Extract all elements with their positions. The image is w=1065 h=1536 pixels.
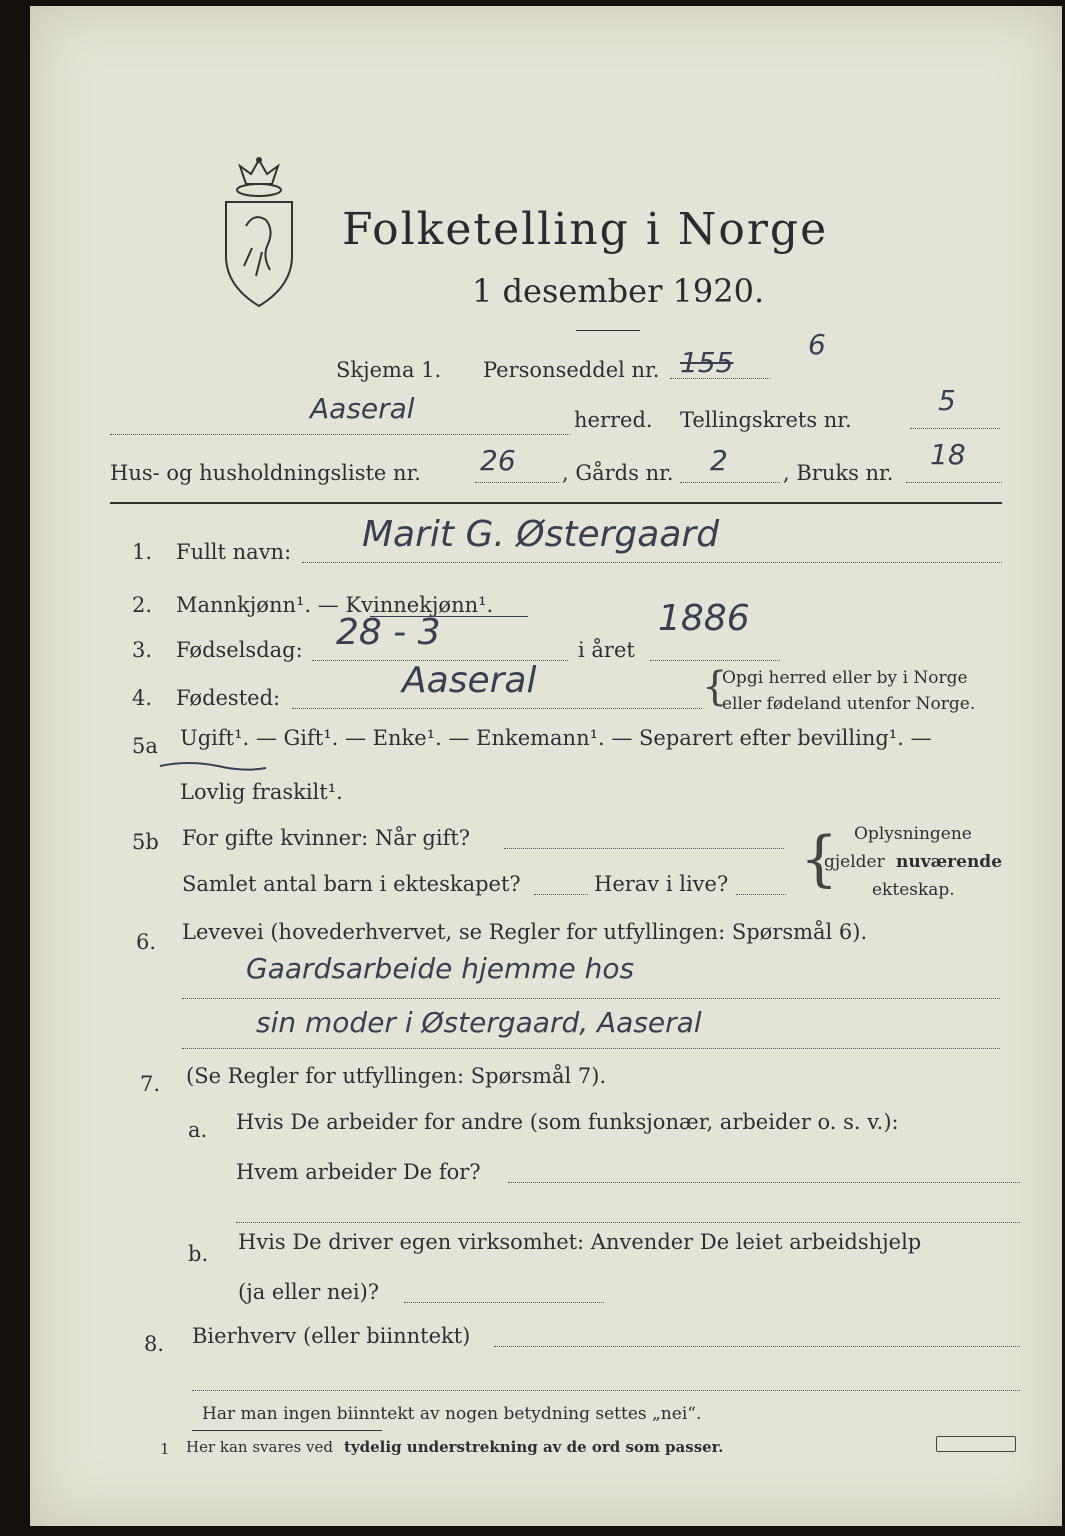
q5b-note-line1: Oplysningene (854, 824, 972, 844)
q7a-line1: Hvis De arbeider for andre (som funksjonær, arbeider o. s. v.): (236, 1110, 899, 1134)
q7a-line (508, 1182, 1020, 1183)
footnote-divider (192, 1430, 382, 1431)
q4-line (292, 708, 702, 709)
gards-label: , Gårds nr. (562, 461, 674, 485)
q6-line2 (182, 1048, 1000, 1049)
q7a-line2: Hvem arbeider De for? (236, 1160, 481, 1184)
q5a-marital-options: Ugift¹. — Gift¹. — Enke¹. — Enkemann¹. — Separert efter bevilling¹. — (180, 726, 932, 750)
q8-number: 8. (144, 1332, 165, 1356)
q7-label: (Se Regler for utfyllingen: Spørsmål 7). (186, 1064, 607, 1088)
q4-value-birthplace: Aaseral (402, 660, 537, 701)
q6-value-line2: sin moder i Østergaard, Aaseral (256, 1006, 702, 1039)
krets-line (910, 428, 1000, 429)
bruks-label: , Bruks nr. (783, 461, 894, 485)
bruks-line (906, 482, 1002, 483)
q1-line (302, 562, 1002, 563)
q4-number: 4. (132, 686, 153, 710)
title-divider (576, 330, 640, 331)
q5b-label-children: Samlet antal barn i ekteskapet? (182, 872, 521, 896)
q1-value-name: Marit G. Østergaard (362, 514, 720, 555)
q3-number: 3. (132, 638, 153, 662)
coat-of-arms-icon (218, 156, 300, 311)
q4-note-brace: { (702, 664, 728, 710)
q5b-alive-line (736, 894, 786, 895)
q3-year-line (650, 660, 780, 661)
herred-line (110, 434, 570, 435)
q4-label: Fødested: (176, 686, 281, 710)
gards-value: 2 (710, 444, 728, 477)
q8-note: Har man ingen biinntekt av nogen betydning settes „nei“. (202, 1404, 702, 1424)
q5b-note-line3: ekteskap. (872, 880, 955, 900)
q3-value-birthday: 28 - 3 (336, 612, 441, 653)
footnote-text-b: tydelig understrekning av de ord som passer. (344, 1438, 724, 1456)
q6-label: Levevei (hovederhvervet, se Regler for utfyllingen: Spørsmål 6). (182, 920, 868, 944)
q1-number: 1. (132, 540, 153, 564)
q8-label: Bierhverv (eller biinntekt) (192, 1324, 471, 1348)
personseddel-struck-value: 155 (680, 346, 734, 379)
q7a-number: a. (188, 1118, 208, 1142)
q5b-note-line2a: gjelder (824, 852, 885, 872)
q7b-line2: (ja eller nei)? (238, 1280, 380, 1304)
printer-stamp (936, 1436, 1016, 1452)
q4-note-line1: Opgi herred eller by i Norge (722, 668, 968, 688)
q5b-number: 5b (132, 830, 159, 854)
q3-year-value: 1886 (658, 598, 750, 639)
schema-label: Skjema 1. (336, 358, 442, 382)
census-date: 1 desember 1920. (472, 272, 765, 310)
bruks-value: 18 (930, 438, 966, 471)
q8-line (494, 1346, 1020, 1347)
q5b-married-line (504, 848, 784, 849)
q7a-line-extra (236, 1222, 1020, 1223)
q5a-line2: Lovlig fraskilt¹. (180, 780, 343, 804)
form-title: Folketelling i Norge (342, 204, 829, 255)
q6-value-line1: Gaardsarbeide hjemme hos (246, 952, 635, 985)
q2-number: 2. (132, 593, 153, 617)
personseddel-value: 6 (808, 328, 826, 361)
q5a-number: 5a (132, 734, 158, 758)
hus-label: Hus- og husholdningsliste nr. (110, 461, 421, 485)
footnote-mark: 1 (160, 1440, 170, 1458)
krets-value: 5 (938, 384, 956, 417)
q8-line-extra (192, 1390, 1020, 1391)
q6-line1 (182, 998, 1000, 999)
q7b-line1: Hvis De driver egen virksomhet: Anvender De leiet arbeidshjelp (238, 1230, 922, 1254)
q4-note-line2: eller fødeland utenfor Norge. (722, 694, 976, 714)
census-form (30, 6, 1062, 1526)
q5b-note-brace: { (800, 824, 839, 894)
q7b-number: b. (188, 1242, 209, 1266)
q7-number: 7. (140, 1072, 161, 1096)
q1-label: Fullt navn: (176, 540, 292, 564)
personseddel-label: Personseddel nr. (483, 358, 660, 382)
q3-year-label: i året (578, 638, 635, 662)
hus-value: 26 (480, 444, 516, 477)
q6-number: 6. (136, 930, 157, 954)
krets-label: Tellingskrets nr. (680, 408, 852, 432)
hus-line (475, 482, 559, 483)
q5a-underline-ugift-icon (158, 758, 268, 780)
header-divider (110, 502, 1002, 504)
q7b-line (404, 1302, 604, 1303)
herred-label: herred. (574, 408, 653, 432)
q5b-children-line (534, 894, 588, 895)
herred-value: Aaseral (310, 392, 415, 425)
gards-line (680, 482, 780, 483)
footnote-text-a: Her kan svares ved (186, 1438, 333, 1456)
q5b-label-married: For gifte kvinner: Når gift? (182, 826, 471, 850)
q2-sex-options: Mannkjønn¹. — Kvinnekjønn¹. (176, 593, 494, 617)
q5b-label-alive: Herav i live? (594, 872, 729, 896)
q5b-note-line2b: nuværende (896, 852, 1003, 872)
q3-label: Fødselsdag: (176, 638, 303, 662)
